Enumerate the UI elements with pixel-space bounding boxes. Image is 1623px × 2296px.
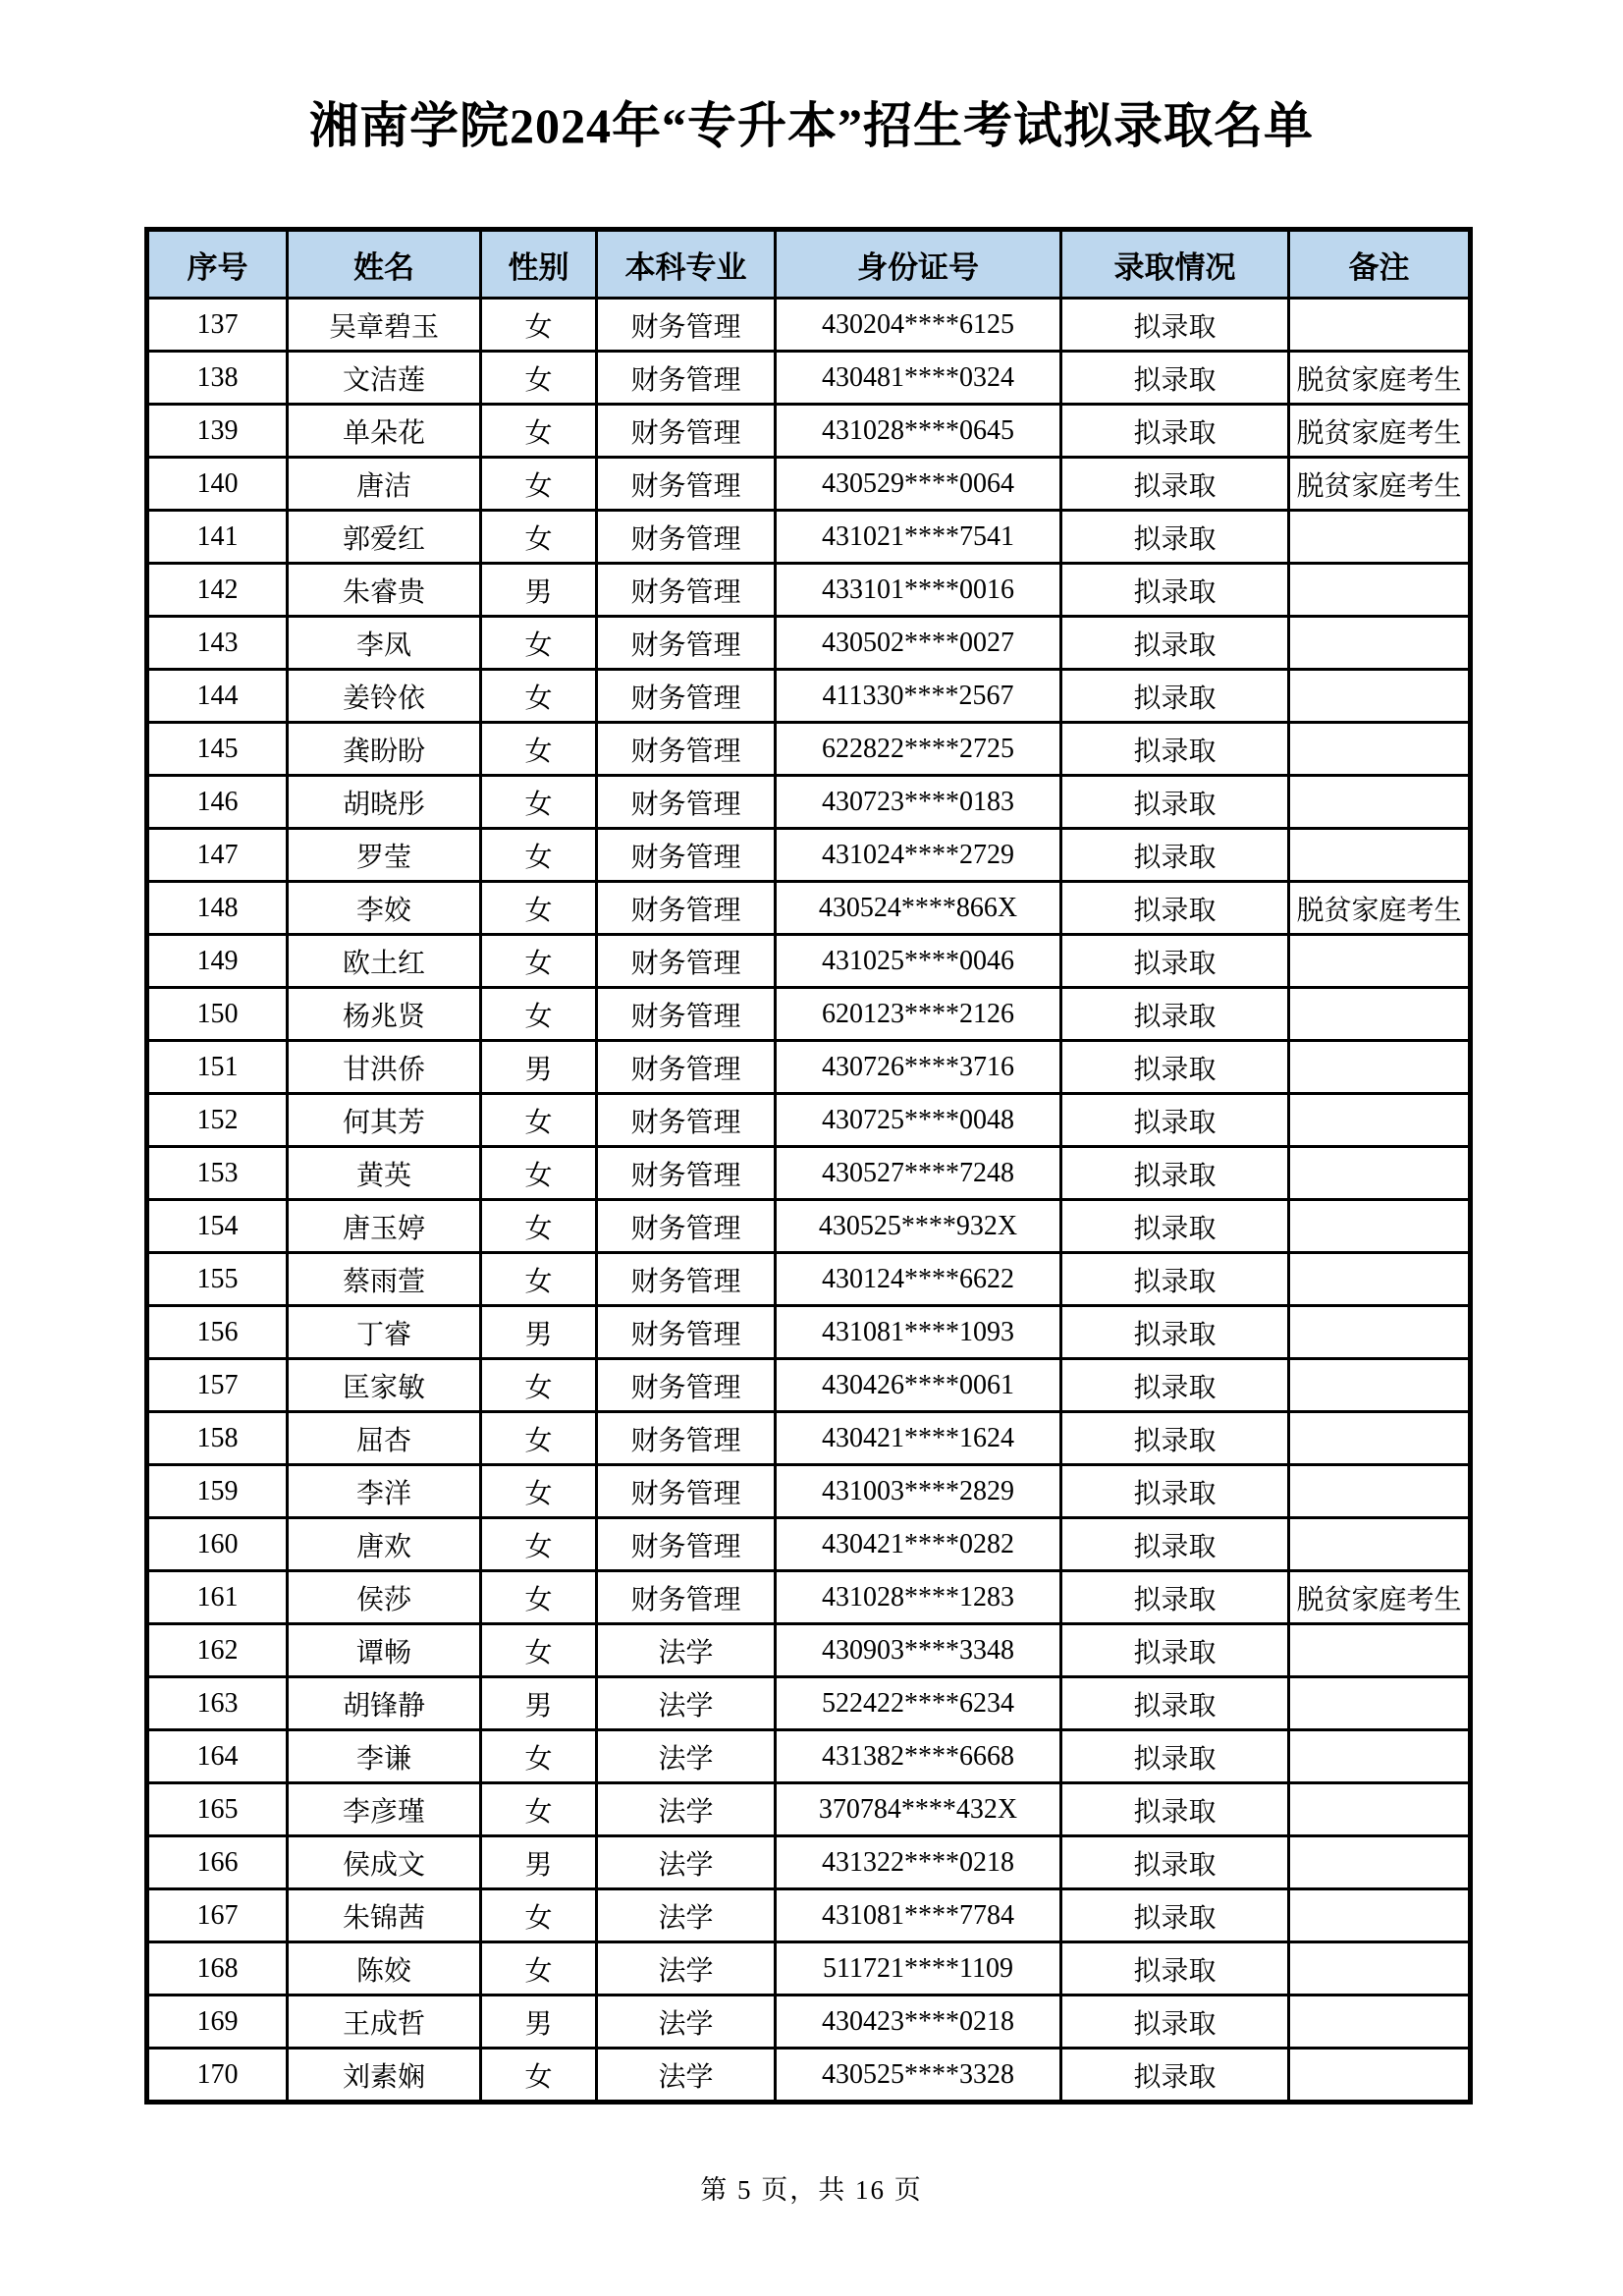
cell-gender: 女 <box>481 935 597 988</box>
cell-name: 朱睿贵 <box>288 564 481 617</box>
cell-major: 财务管理 <box>597 935 776 988</box>
cell-gender: 男 <box>481 1306 597 1359</box>
cell-status: 拟录取 <box>1061 1253 1289 1306</box>
cell-remark <box>1289 1889 1471 1942</box>
cell-name: 朱锦茜 <box>288 1889 481 1942</box>
cell-no: 153 <box>147 1147 288 1200</box>
column-header-status: 录取情况 <box>1061 230 1289 299</box>
cell-remark <box>1289 1200 1471 1253</box>
cell-no: 164 <box>147 1730 288 1783</box>
cell-name: 何其芳 <box>288 1094 481 1147</box>
cell-major: 财务管理 <box>597 988 776 1041</box>
cell-status: 拟录取 <box>1061 564 1289 617</box>
cell-major: 财务管理 <box>597 1200 776 1253</box>
cell-major: 法学 <box>597 1624 776 1677</box>
cell-remark: 脱贫家庭考生 <box>1289 1571 1471 1624</box>
column-header-major: 本科专业 <box>597 230 776 299</box>
cell-major: 财务管理 <box>597 1253 776 1306</box>
cell-major: 法学 <box>597 1783 776 1836</box>
cell-name: 李谦 <box>288 1730 481 1783</box>
header-row <box>147 230 1471 299</box>
cell-status: 拟录取 <box>1061 1783 1289 1836</box>
cell-major: 财务管理 <box>597 1359 776 1412</box>
cell-major: 财务管理 <box>597 564 776 617</box>
cell-remark <box>1289 1783 1471 1836</box>
cell-status: 拟录取 <box>1061 1041 1289 1094</box>
cell-no: 161 <box>147 1571 288 1624</box>
cell-remark <box>1289 670 1471 723</box>
cell-gender: 男 <box>481 564 597 617</box>
cell-gender: 女 <box>481 1200 597 1253</box>
page-title: 湘南学院2024年“专升本”招生考试拟录取名单 <box>309 98 1314 153</box>
cell-gender: 女 <box>481 988 597 1041</box>
table-row <box>147 776 1471 829</box>
cell-major: 法学 <box>597 1942 776 1995</box>
cell-no: 162 <box>147 1624 288 1677</box>
cell-id: 431081****7784 <box>776 1889 1061 1942</box>
cell-name: 丁睿 <box>288 1306 481 1359</box>
cell-status: 拟录取 <box>1061 670 1289 723</box>
cell-gender: 女 <box>481 1412 597 1465</box>
cell-no: 151 <box>147 1041 288 1094</box>
cell-major: 财务管理 <box>597 670 776 723</box>
cell-remark: 脱贫家庭考生 <box>1289 458 1471 511</box>
cell-id: 430903****3348 <box>776 1624 1061 1677</box>
cell-id: 430124****6622 <box>776 1253 1061 1306</box>
cell-gender: 女 <box>481 1518 597 1571</box>
cell-remark <box>1289 2049 1471 2103</box>
cell-name: 李彦瑾 <box>288 1783 481 1836</box>
cell-remark <box>1289 1465 1471 1518</box>
column-header-gender: 性别 <box>481 230 597 299</box>
cell-no: 149 <box>147 935 288 988</box>
cell-status: 拟录取 <box>1061 1571 1289 1624</box>
table-row <box>147 511 1471 564</box>
cell-no: 167 <box>147 1889 288 1942</box>
cell-status: 拟录取 <box>1061 405 1289 458</box>
cell-remark: 脱贫家庭考生 <box>1289 352 1471 405</box>
cell-no: 152 <box>147 1094 288 1147</box>
cell-no: 148 <box>147 882 288 935</box>
cell-gender: 女 <box>481 1465 597 1518</box>
cell-no: 166 <box>147 1836 288 1889</box>
cell-major: 法学 <box>597 1677 776 1730</box>
cell-name: 屈杏 <box>288 1412 481 1465</box>
cell-remark <box>1289 1306 1471 1359</box>
cell-remark <box>1289 1518 1471 1571</box>
cell-name: 陈姣 <box>288 1942 481 1995</box>
cell-id: 431382****6668 <box>776 1730 1061 1783</box>
cell-no: 163 <box>147 1677 288 1730</box>
cell-name: 黄英 <box>288 1147 481 1200</box>
cell-status: 拟录取 <box>1061 1200 1289 1253</box>
cell-id: 431021****7541 <box>776 511 1061 564</box>
cell-gender: 男 <box>481 1836 597 1889</box>
cell-major: 财务管理 <box>597 1094 776 1147</box>
cell-remark <box>1289 299 1471 352</box>
cell-id: 430426****0061 <box>776 1359 1061 1412</box>
table-row <box>147 2049 1471 2103</box>
cell-no: 142 <box>147 564 288 617</box>
table-row <box>147 299 1471 352</box>
table-row <box>147 1465 1471 1518</box>
cell-gender: 女 <box>481 352 597 405</box>
cell-name: 胡晓彤 <box>288 776 481 829</box>
cell-name: 匡家敏 <box>288 1359 481 1412</box>
cell-no: 154 <box>147 1200 288 1253</box>
cell-id: 430423****0218 <box>776 1995 1061 2049</box>
cell-name: 侯成文 <box>288 1836 481 1889</box>
cell-gender: 女 <box>481 617 597 670</box>
cell-id: 430525****3328 <box>776 2049 1061 2103</box>
cell-no: 145 <box>147 723 288 776</box>
cell-status: 拟录取 <box>1061 617 1289 670</box>
table-row <box>147 1836 1471 1889</box>
cell-id: 431025****0046 <box>776 935 1061 988</box>
cell-major: 财务管理 <box>597 1412 776 1465</box>
cell-id: 430524****866X <box>776 882 1061 935</box>
cell-major: 财务管理 <box>597 776 776 829</box>
cell-id: 431081****1093 <box>776 1306 1061 1359</box>
cell-gender: 女 <box>481 1359 597 1412</box>
cell-id: 431028****1283 <box>776 1571 1061 1624</box>
cell-name: 欧土红 <box>288 935 481 988</box>
cell-no: 156 <box>147 1306 288 1359</box>
table-row <box>147 1783 1471 1836</box>
cell-status: 拟录取 <box>1061 511 1289 564</box>
cell-status: 拟录取 <box>1061 1730 1289 1783</box>
cell-status: 拟录取 <box>1061 1412 1289 1465</box>
cell-major: 财务管理 <box>597 1571 776 1624</box>
page-number: 第 5 页，共 16 页 <box>700 2175 923 2205</box>
cell-gender: 女 <box>481 299 597 352</box>
cell-gender: 男 <box>481 1677 597 1730</box>
cell-remark <box>1289 776 1471 829</box>
cell-id: 511721****1109 <box>776 1942 1061 1995</box>
cell-id: 430421****0282 <box>776 1518 1061 1571</box>
cell-status: 拟录取 <box>1061 1147 1289 1200</box>
cell-major: 财务管理 <box>597 1306 776 1359</box>
cell-status: 拟录取 <box>1061 1094 1289 1147</box>
cell-major: 财务管理 <box>597 1518 776 1571</box>
cell-gender: 女 <box>481 723 597 776</box>
cell-name: 罗莹 <box>288 829 481 882</box>
cell-name: 谭畅 <box>288 1624 481 1677</box>
cell-major: 法学 <box>597 2049 776 2103</box>
cell-no: 159 <box>147 1465 288 1518</box>
cell-status: 拟录取 <box>1061 935 1289 988</box>
cell-id: 622822****2725 <box>776 723 1061 776</box>
cell-remark <box>1289 723 1471 776</box>
cell-name: 姜铃依 <box>288 670 481 723</box>
cell-gender: 女 <box>481 405 597 458</box>
cell-no: 146 <box>147 776 288 829</box>
table-row <box>147 352 1471 405</box>
cell-gender: 女 <box>481 2049 597 2103</box>
cell-no: 165 <box>147 1783 288 1836</box>
table-row <box>147 988 1471 1041</box>
column-header-name: 姓名 <box>288 230 481 299</box>
table-row <box>147 829 1471 882</box>
table-row <box>147 564 1471 617</box>
table-row <box>147 1677 1471 1730</box>
cell-name: 甘洪侨 <box>288 1041 481 1094</box>
table-row <box>147 1306 1471 1359</box>
cell-remark <box>1289 1094 1471 1147</box>
table-row <box>147 1412 1471 1465</box>
cell-gender: 女 <box>481 882 597 935</box>
cell-id: 433101****0016 <box>776 564 1061 617</box>
cell-no: 150 <box>147 988 288 1041</box>
cell-id: 620123****2126 <box>776 988 1061 1041</box>
table-row <box>147 1041 1471 1094</box>
table-row <box>147 405 1471 458</box>
cell-id: 411330****2567 <box>776 670 1061 723</box>
cell-major: 财务管理 <box>597 829 776 882</box>
cell-major: 法学 <box>597 1889 776 1942</box>
cell-name: 文洁莲 <box>288 352 481 405</box>
cell-no: 137 <box>147 299 288 352</box>
cell-id: 431028****0645 <box>776 405 1061 458</box>
cell-status: 拟录取 <box>1061 299 1289 352</box>
cell-name: 唐玉婷 <box>288 1200 481 1253</box>
cell-major: 财务管理 <box>597 617 776 670</box>
cell-id: 522422****6234 <box>776 1677 1061 1730</box>
cell-id: 431322****0218 <box>776 1836 1061 1889</box>
cell-id: 430204****6125 <box>776 299 1061 352</box>
cell-remark <box>1289 1942 1471 1995</box>
cell-name: 王成哲 <box>288 1995 481 2049</box>
table-row <box>147 1995 1471 2049</box>
table-row <box>147 882 1471 935</box>
cell-gender: 女 <box>481 1889 597 1942</box>
cell-id: 430725****0048 <box>776 1094 1061 1147</box>
table-row <box>147 1730 1471 1783</box>
cell-id: 430527****7248 <box>776 1147 1061 1200</box>
cell-status: 拟录取 <box>1061 1359 1289 1412</box>
cell-major: 财务管理 <box>597 299 776 352</box>
cell-remark <box>1289 988 1471 1041</box>
cell-id: 370784****432X <box>776 1783 1061 1836</box>
cell-status: 拟录取 <box>1061 1995 1289 2049</box>
cell-no: 170 <box>147 2049 288 2103</box>
cell-status: 拟录取 <box>1061 1518 1289 1571</box>
column-header-remark: 备注 <box>1289 230 1471 299</box>
cell-gender: 女 <box>481 1624 597 1677</box>
cell-status: 拟录取 <box>1061 988 1289 1041</box>
cell-major: 法学 <box>597 1730 776 1783</box>
cell-status: 拟录取 <box>1061 776 1289 829</box>
cell-major: 财务管理 <box>597 458 776 511</box>
cell-major: 财务管理 <box>597 511 776 564</box>
cell-remark <box>1289 1995 1471 2049</box>
cell-gender: 女 <box>481 458 597 511</box>
cell-gender: 女 <box>481 1253 597 1306</box>
table-row <box>147 1253 1471 1306</box>
cell-id: 430529****0064 <box>776 458 1061 511</box>
table-row <box>147 670 1471 723</box>
cell-no: 141 <box>147 511 288 564</box>
cell-remark: 脱贫家庭考生 <box>1289 405 1471 458</box>
cell-status: 拟录取 <box>1061 723 1289 776</box>
table-row <box>147 1571 1471 1624</box>
cell-status: 拟录取 <box>1061 2049 1289 2103</box>
cell-status: 拟录取 <box>1061 352 1289 405</box>
cell-gender: 女 <box>481 1942 597 1995</box>
cell-no: 157 <box>147 1359 288 1412</box>
cell-remark <box>1289 829 1471 882</box>
cell-major: 财务管理 <box>597 882 776 935</box>
cell-gender: 女 <box>481 776 597 829</box>
cell-no: 139 <box>147 405 288 458</box>
cell-status: 拟录取 <box>1061 882 1289 935</box>
cell-no: 147 <box>147 829 288 882</box>
cell-status: 拟录取 <box>1061 1465 1289 1518</box>
cell-name: 刘素娴 <box>288 2049 481 2103</box>
cell-no: 143 <box>147 617 288 670</box>
cell-name: 侯莎 <box>288 1571 481 1624</box>
cell-gender: 女 <box>481 670 597 723</box>
cell-major: 财务管理 <box>597 723 776 776</box>
cell-name: 唐欢 <box>288 1518 481 1571</box>
cell-gender: 男 <box>481 1995 597 2049</box>
cell-name: 杨兆贤 <box>288 988 481 1041</box>
table-row <box>147 1359 1471 1412</box>
cell-remark <box>1289 1147 1471 1200</box>
cell-remark <box>1289 935 1471 988</box>
cell-gender: 男 <box>481 1041 597 1094</box>
table-row <box>147 1200 1471 1253</box>
cell-name: 郭爱红 <box>288 511 481 564</box>
table-row <box>147 1624 1471 1677</box>
table-row <box>147 458 1471 511</box>
cell-id: 431024****2729 <box>776 829 1061 882</box>
cell-status: 拟录取 <box>1061 1306 1289 1359</box>
cell-status: 拟录取 <box>1061 1624 1289 1677</box>
cell-major: 法学 <box>597 1836 776 1889</box>
cell-name: 龚盼盼 <box>288 723 481 776</box>
cell-major: 财务管理 <box>597 1147 776 1200</box>
cell-status: 拟录取 <box>1061 1942 1289 1995</box>
table-row <box>147 723 1471 776</box>
table-row <box>147 617 1471 670</box>
cell-remark <box>1289 1041 1471 1094</box>
table-row <box>147 1147 1471 1200</box>
cell-no: 138 <box>147 352 288 405</box>
cell-remark <box>1289 564 1471 617</box>
cell-gender: 女 <box>481 1094 597 1147</box>
cell-status: 拟录取 <box>1061 829 1289 882</box>
cell-remark <box>1289 617 1471 670</box>
cell-gender: 女 <box>481 1730 597 1783</box>
cell-major: 财务管理 <box>597 352 776 405</box>
table-row <box>147 1518 1471 1571</box>
cell-major: 财务管理 <box>597 1041 776 1094</box>
cell-remark <box>1289 1253 1471 1306</box>
table-row <box>147 1889 1471 1942</box>
cell-no: 140 <box>147 458 288 511</box>
column-header-no: 序号 <box>147 230 288 299</box>
table-row <box>147 935 1471 988</box>
cell-no: 169 <box>147 1995 288 2049</box>
cell-status: 拟录取 <box>1061 1677 1289 1730</box>
cell-name: 李洋 <box>288 1465 481 1518</box>
cell-gender: 女 <box>481 829 597 882</box>
cell-id: 430421****1624 <box>776 1412 1061 1465</box>
cell-remark <box>1289 511 1471 564</box>
cell-remark: 脱贫家庭考生 <box>1289 882 1471 935</box>
cell-name: 胡锋静 <box>288 1677 481 1730</box>
cell-no: 160 <box>147 1518 288 1571</box>
cell-id: 430481****0324 <box>776 352 1061 405</box>
table-row <box>147 1942 1471 1995</box>
table-row <box>147 1094 1471 1147</box>
cell-name: 李凤 <box>288 617 481 670</box>
cell-no: 158 <box>147 1412 288 1465</box>
cell-major: 财务管理 <box>597 405 776 458</box>
cell-status: 拟录取 <box>1061 1889 1289 1942</box>
cell-remark <box>1289 1624 1471 1677</box>
cell-name: 蔡雨萱 <box>288 1253 481 1306</box>
cell-id: 430502****0027 <box>776 617 1061 670</box>
cell-id: 431003****2829 <box>776 1465 1061 1518</box>
cell-remark <box>1289 1730 1471 1783</box>
cell-id: 430726****3716 <box>776 1041 1061 1094</box>
cell-remark <box>1289 1836 1471 1889</box>
cell-id: 430723****0183 <box>776 776 1061 829</box>
cell-name: 唐洁 <box>288 458 481 511</box>
cell-name: 单朵花 <box>288 405 481 458</box>
cell-no: 144 <box>147 670 288 723</box>
cell-name: 吴章碧玉 <box>288 299 481 352</box>
cell-remark <box>1289 1677 1471 1730</box>
cell-id: 430525****932X <box>776 1200 1061 1253</box>
cell-gender: 女 <box>481 511 597 564</box>
cell-no: 168 <box>147 1942 288 1995</box>
cell-status: 拟录取 <box>1061 1836 1289 1889</box>
cell-status: 拟录取 <box>1061 458 1289 511</box>
table-body <box>147 299 1471 2103</box>
cell-remark <box>1289 1359 1471 1412</box>
cell-remark <box>1289 1412 1471 1465</box>
column-header-id: 身份证号 <box>776 230 1061 299</box>
cell-gender: 女 <box>481 1783 597 1836</box>
cell-gender: 女 <box>481 1571 597 1624</box>
cell-major: 法学 <box>597 1995 776 2049</box>
admission-table <box>144 227 1473 2105</box>
cell-name: 李姣 <box>288 882 481 935</box>
cell-major: 财务管理 <box>597 1465 776 1518</box>
cell-gender: 女 <box>481 1147 597 1200</box>
cell-no: 155 <box>147 1253 288 1306</box>
